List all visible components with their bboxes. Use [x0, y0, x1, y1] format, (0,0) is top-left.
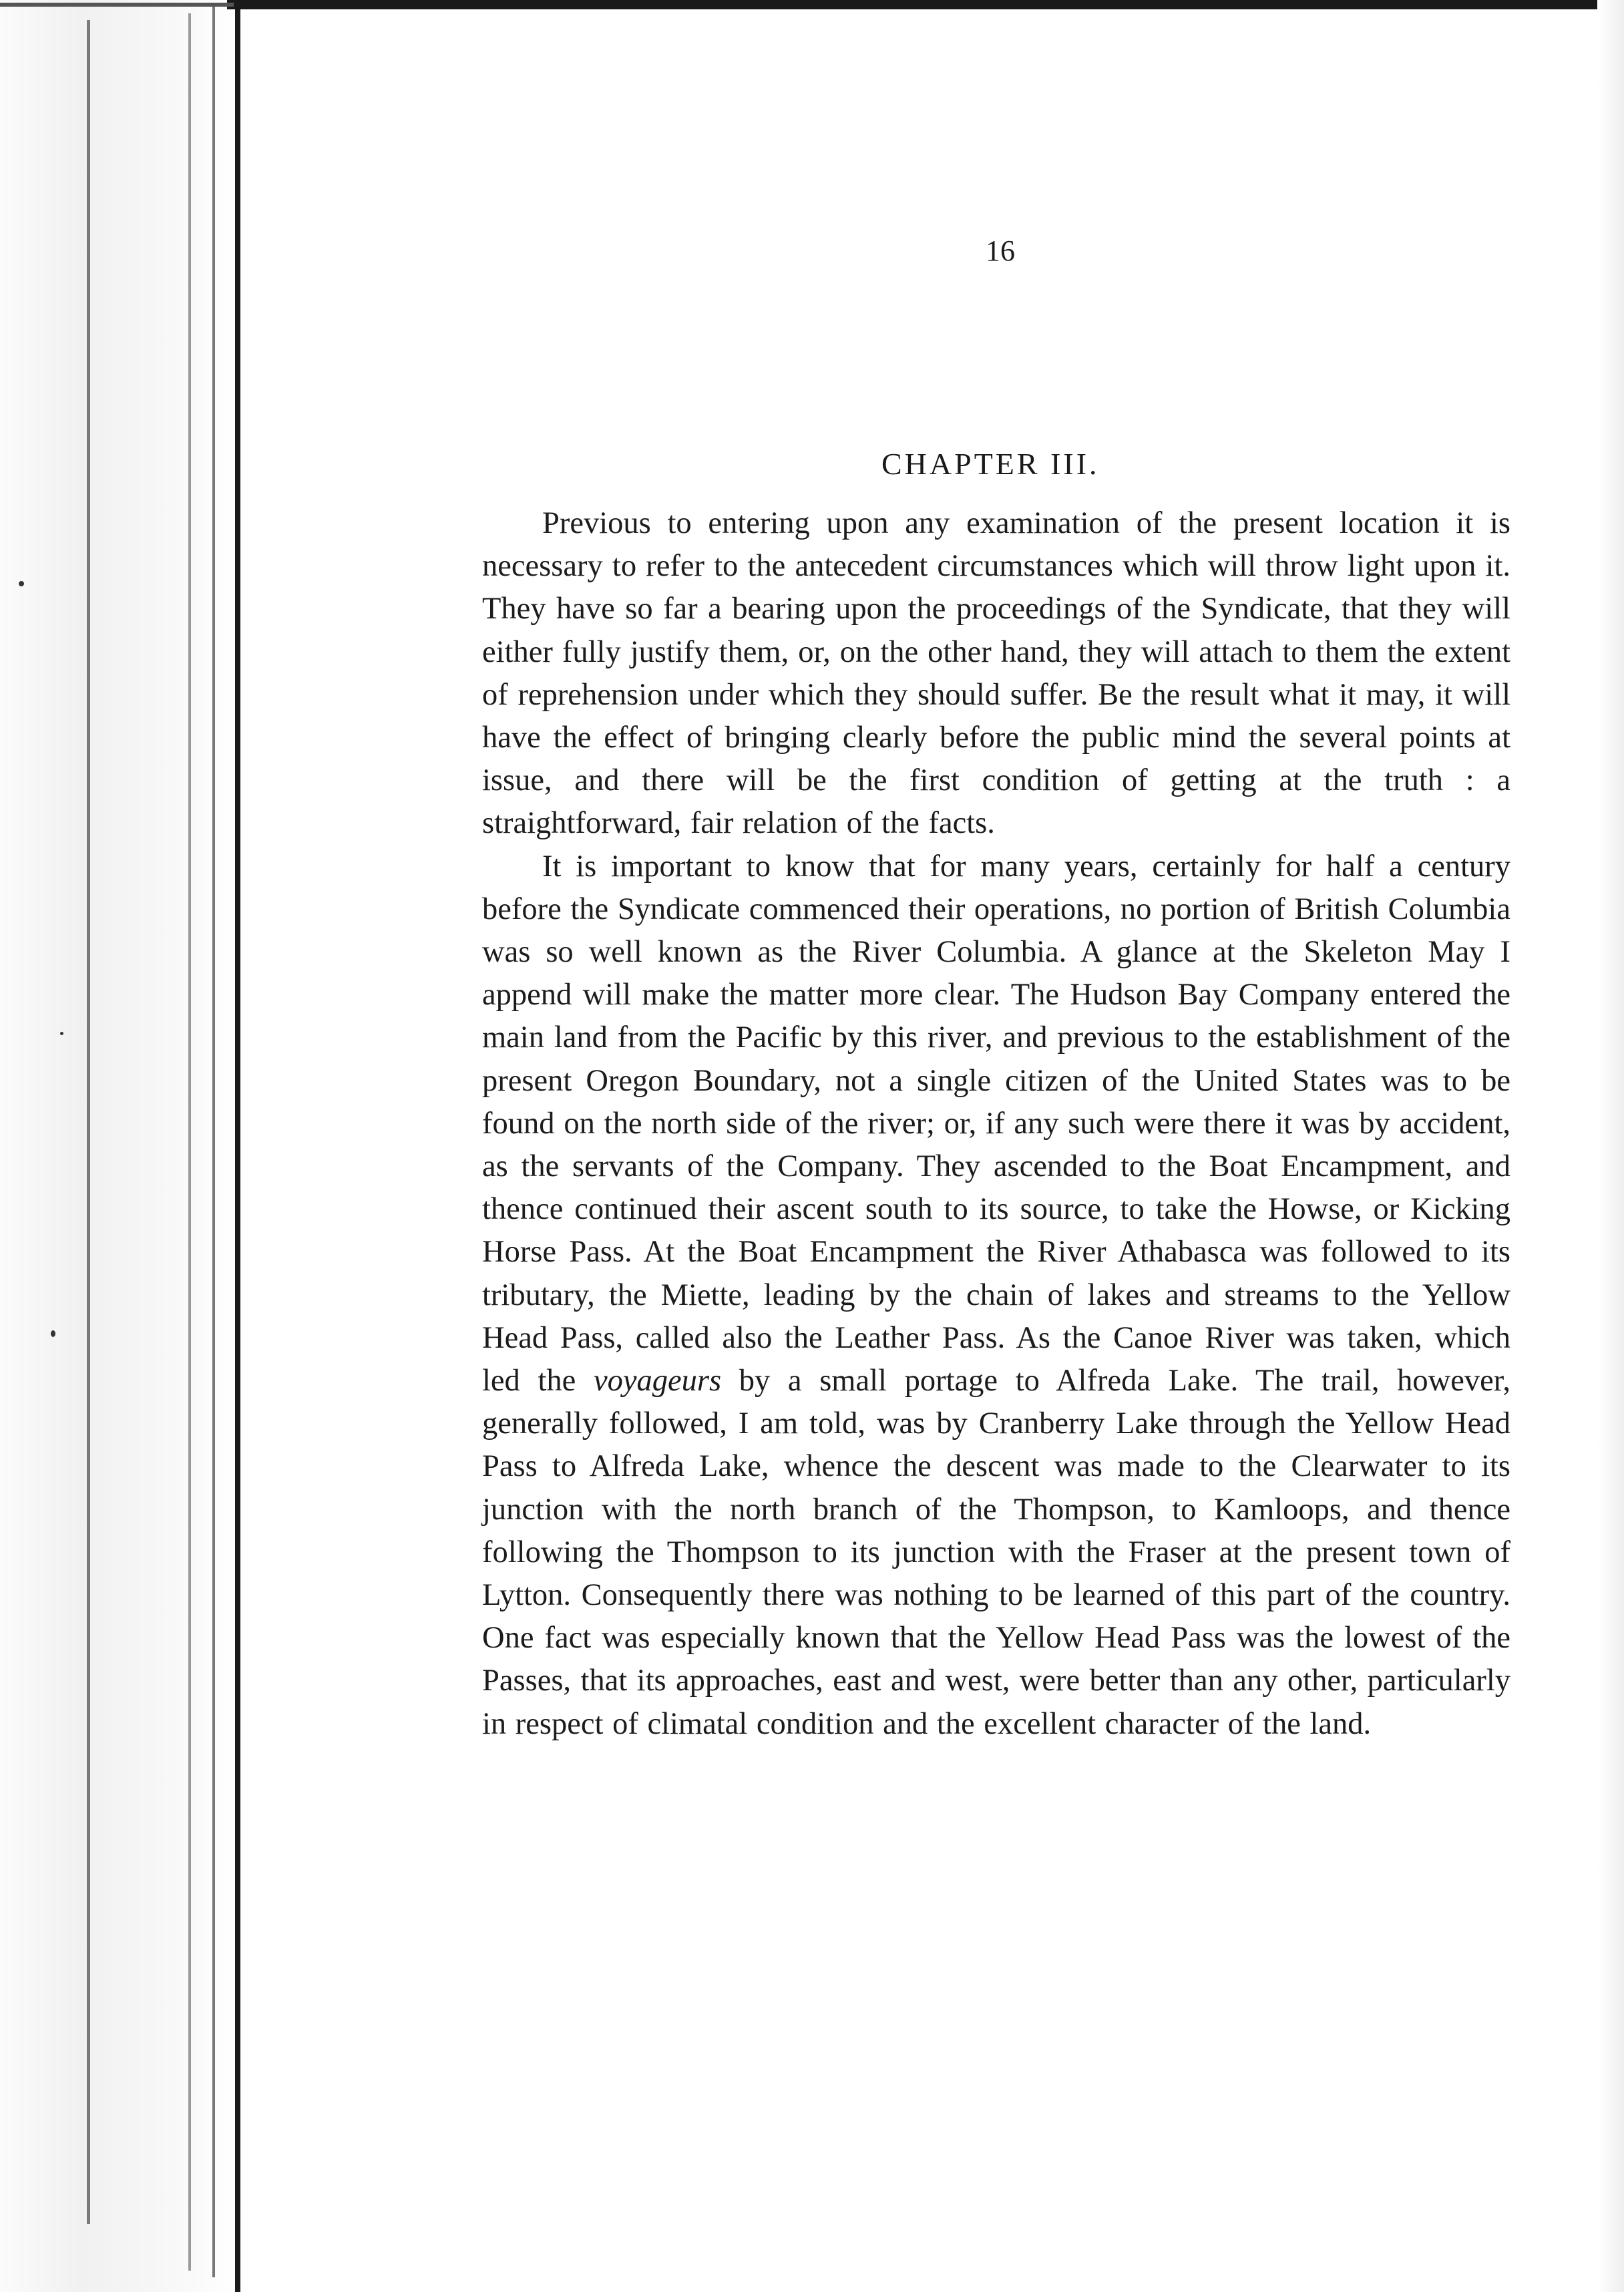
page-edge-line — [212, 7, 215, 2277]
book-binding-edge — [0, 0, 240, 2292]
page-edge-line — [87, 20, 90, 2224]
italic-term: voyageurs — [593, 1364, 722, 1398]
page-edge-line — [235, 0, 240, 2292]
page-number: 16 — [986, 234, 1015, 267]
paragraph-1 — [482, 502, 1510, 845]
scan-speck — [19, 581, 24, 586]
body-text — [482, 502, 1510, 1746]
scan-speck — [60, 1032, 63, 1035]
paragraph-1-text: Previous to entering upon any examination of the present location it is necessary to refer to the antecedent circumstances which will throw light upon it. They have so far a bearing upon the proceedings of the Syndicate, that they will either fully justify them, or, on the other hand, they will attach to them the extent of reprehension under which they should suffer. Be the result what it may, it will have the effect of bringing clearly before the public mind the several points at issue, and there will be the first condition of getting at the truth : a straightforward, fair relation of the facts. — [482, 506, 1510, 841]
paragraph-2 — [482, 845, 1510, 1746]
right-page-shade — [1597, 0, 1624, 2292]
page-edge-line — [188, 13, 191, 2271]
top-border-rule-left — [0, 3, 234, 7]
scan-speck — [51, 1330, 55, 1337]
chapter-heading: CHAPTER III. — [881, 447, 1100, 481]
paragraph-2-text-start: It is important to know that for many years, certainly for half a century before the Syndicate commenced their operations, no portion of British Columbia was so well known as the River Columbia. A glance at the Skeleton May I append will make the matter more clear. The Hudson Bay Company entered the main land from the Pacific by this river, and previous to the establishment of the present Oregon Boundary, not a single citizen of the United States was to be found on the north side of the river; or, if any such were there it was by accident, as the servants of the Company. They ascended to the Boat Encampment, and thence continued their ascent south to its source, to take the Howse, or Kicking Horse Pass. At the Boat Encampment the River Athabasca was followed to its tributary, the Miette, leading by the chain of lakes and streams to the Yellow Head Pass, called also the Leather Pass. As the Canoe River was taken, which led the — [482, 849, 1510, 1398]
paragraph-2-text-end: by a small portage to Alfreda Lake. The trail, however, generally followed, I am told, was by Cranberry Lake through the Yellow Head Pass to Alfreda Lake, whence the descent was made to the Clearwater to its junction with the north branch of the Thompson, to Kamloops, and thence following the Thompson to its junction with the Fraser at the present town of Lytton. Consequently there was nothing to be learned of this part of the country. One fact was especially known that the Yellow Head Pass was the lowest of the Passes, that its approaches, east and west, were better than any other, particularly in respect of climatal condition and the excellent character of the land. — [482, 1364, 1510, 1741]
top-border-rule — [227, 0, 1624, 9]
